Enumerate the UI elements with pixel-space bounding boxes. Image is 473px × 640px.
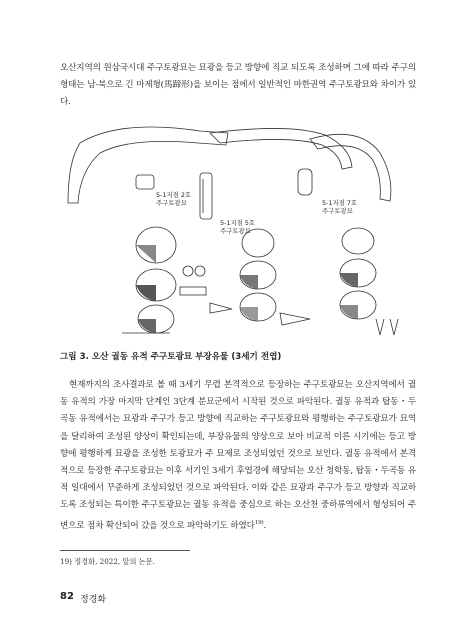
label-tomb7: 5-1지점 7호 주구토광묘 xyxy=(322,199,358,215)
body-paragraph xyxy=(60,377,416,535)
artifact-small-jar xyxy=(136,175,154,189)
artifact-spearhead xyxy=(210,303,232,313)
footnote: 19) 정경화, 2022, 앞의 논문. xyxy=(60,557,155,566)
bead-2 xyxy=(195,266,205,276)
footnote-divider xyxy=(60,550,190,551)
figure-caption: 그림 3. 오산 궐동 유적 주구토광묘 부장유물 (3세기 전엽) xyxy=(60,352,282,362)
artifact-iron-blade xyxy=(200,173,212,219)
bead-1 xyxy=(183,266,193,276)
artifact-bar xyxy=(180,287,206,295)
artifact-knife xyxy=(280,313,310,325)
label-tomb5: 5-1지점 5호 주구토광묘 xyxy=(220,219,256,235)
artifact-small-tools xyxy=(376,319,384,335)
intro-paragraph: 오산지역의 원삼국시대 주구토광묘는 묘광을 등고 방향에 직교 되도록 조성하며 그에 따라 주구의 형태는 남-북으로 긴 마제형(馬蹄形)을 보이는 점에서 일반적인 마한권역 주구토광묘와 차이가 있다. xyxy=(60,63,416,108)
page-number: 82 xyxy=(60,591,74,602)
body-paragraph-end: . xyxy=(263,520,267,531)
tomb-artifacts-figure xyxy=(60,123,414,343)
pot-4 xyxy=(242,229,274,257)
label-tomb2: 5-1지점 2호 주구토광묘 xyxy=(156,191,192,207)
pot-7 xyxy=(342,228,374,254)
author-name: 정경화 xyxy=(80,595,107,605)
tomb-outline-left xyxy=(68,127,228,203)
artifact-whetstone xyxy=(298,169,312,195)
footnote-reference[interactable]: 19) xyxy=(254,519,264,526)
body-paragraph-text: 현재까지의 조사결과로 볼 때 3세기 무렵 본격적으로 등장하는 주구토광묘는 오산지역에서 궐동 유적의 가장 마지막 단계인 3단계 분묘군에서 시작된 것으로 파악된다. 궐동 유적과 탑동・두곡동 유적에서는 묘광과 주구가 등고 방향에 직교하는 주구토광묘와 평행하는 주구토광묘가 묘역을 달리하여 조성된 양상이 확인되는데, 부장유물의 양상으로 보아 비교적 이른 시기에는 등고 방향에 평행하게 묘광을 조성한 토광묘가 주 묘제로 조성되었던 것으로 보인다. 궐동 유적에서 본격적으로 등장한 주구토광묘는 이후 서기인 3세기 후엽경에 해당되는 오산 청학동, 탑동・두곡동 유적 일대에서 꾸준하게 조성되었던 것으로 파악된다. 이와 같은 묘광과 주구가 등고 방향과 직교하도록 조성되는 특이한 주구토광묘는 궐동 유적을 중심으로 하는 오산천 중하류역에서 형성되어 주변으로 점차 확산되어 갔을 것으로 파악하기도 하였다 xyxy=(60,380,416,531)
